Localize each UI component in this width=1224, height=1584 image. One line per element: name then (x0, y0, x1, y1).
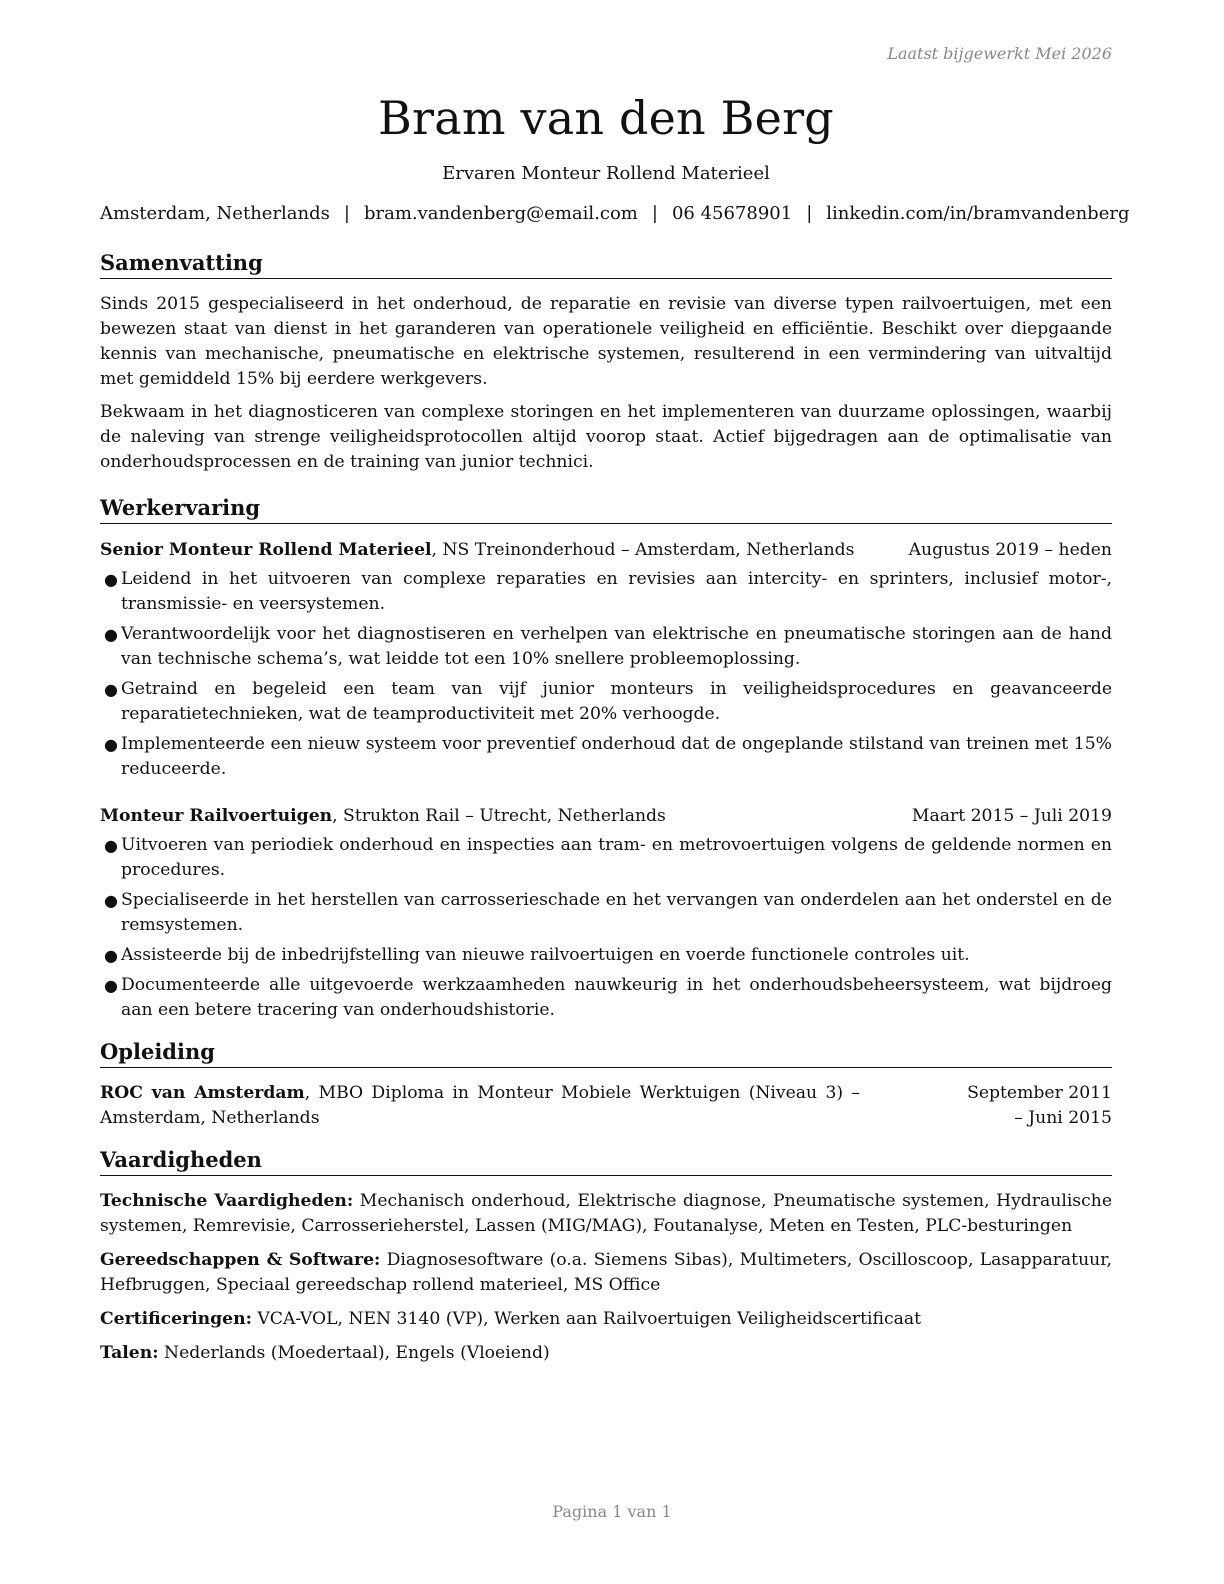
bullet-text: Leidend in het uitvoeren van complexe reparaties en revisies aan intercity- en sprinters, inclusief motor-, transmissie- en veersystemen. (121, 569, 1112, 614)
list-item (100, 943, 1112, 968)
section-heading-education: Opleiding (100, 1039, 1112, 1068)
skill-group-text: VCA-VOL, NEN 3140 (VP), Werken aan Railvoertuigen Veiligheidscertificaat (251, 1309, 922, 1329)
contact-location: Amsterdam, Netherlands (100, 203, 330, 224)
skill-group-label: Certificeringen: (100, 1309, 252, 1329)
skill-group (100, 1189, 1112, 1239)
skill-group (100, 1341, 1112, 1366)
job-role: Monteur Railvoertuigen (100, 806, 333, 826)
list-item (100, 888, 1112, 938)
contact-email[interactable]: bram.vandenberg@email.com (363, 203, 638, 224)
bullet-text: Documenteerde alle uitgevoerde werkzaamheden nauwkeurig in het onderhoudsbeheersysteem, wat bijdroeg aan een betere tracering van onderhoudshistorie. (121, 975, 1112, 1020)
job-role: Senior Monteur Rollend Materieel (100, 540, 432, 560)
bullet-icon: ● (104, 836, 118, 855)
section-heading-skills: Vaardigheden (100, 1147, 1112, 1176)
job-dates: Augustus 2019 – heden (908, 540, 1112, 560)
education-school: ROC van Amsterdam (100, 1083, 305, 1103)
bullet-icon: ● (104, 570, 118, 589)
contact-linkedin[interactable]: linkedin.com/in/bramvandenberg (826, 203, 1130, 224)
last-updated-note: Laatst bijgewerkt Mei 2026 (887, 44, 1112, 63)
skill-group-label: Talen: (100, 1343, 159, 1363)
job-header (100, 538, 1112, 563)
contact-separator: | (651, 203, 658, 224)
section-heading-experience: Werkervaring (100, 495, 1112, 524)
page-number: Pagina 1 van 1 (552, 1502, 672, 1521)
education-dates: September 2011 – Juni 2015 (967, 1083, 1112, 1128)
job-company: , NS Treinonderhoud – Amsterdam, Netherlands (431, 540, 855, 560)
education-entry (100, 1081, 1112, 1131)
candidate-name: Bram van den Berg (378, 91, 834, 145)
bullet-icon: ● (104, 735, 118, 754)
candidate-title: Ervaren Monteur Rollend Materieel (442, 163, 770, 184)
bullet-text: Specialiseerde in het herstellen van carrosserieschade en het vervangen van onderdelen aan het onderstel en de remsystemen. (121, 890, 1112, 935)
skill-group (100, 1248, 1112, 1298)
bullet-text: Getraind en begeleid een team van vijf junior monteurs in veiligheidsprocedures en geavanceerde reparatietechnieken, wat de teamproductiviteit met 20% verhoogde. (121, 679, 1112, 724)
list-item (100, 732, 1112, 782)
education-school-details (100, 1081, 860, 1131)
skill-group-label: Gereedschappen & Software: (100, 1250, 381, 1270)
contact-separator: | (806, 203, 813, 224)
skill-group (100, 1307, 1112, 1332)
summary-paragraph: Bekwaam in het diagnosticeren van complexe storingen en het implementeren van duurzame oplossingen, waarbij de naleving van strenge veiligheidsprotocollen altijd voorop staat. Actief bijgedragen aan de optimalisatie van onderhoudsprocessen en de training van junior technici. (100, 402, 1112, 472)
bullet-text: Assisteerde bij de inbedrijfstelling van nieuwe railvoertuigen en voerde functionele controles uit. (121, 945, 970, 965)
job-role-company (100, 538, 854, 563)
skill-group-text: Mechanisch onderhoud, Elektrische diagnose, Pneumatische systemen, Hydraulische systemen, Remrevisie, Carrosserieherstel, Lassen (MIG/MAG), Foutanalyse, Meten en Testen, PLC-besturingen (100, 1191, 1112, 1236)
skill-group-text: Diagnosesoftware (o.a. Siemens Sibas), Multimeters, Oscilloscoop, Lasapparatuur, Hefbruggen, Speciaal gereedschap rollend materieel, MS Office (100, 1250, 1113, 1295)
section-heading-summary: Samenvatting (100, 250, 1112, 279)
job-header (100, 804, 1112, 829)
job-bullets (100, 567, 1112, 782)
list-item (100, 833, 1112, 883)
list-item (100, 622, 1112, 672)
skill-group-text: Nederlands (Moedertaal), Engels (Vloeiend) (158, 1343, 550, 1363)
bullet-icon: ● (104, 891, 118, 910)
list-item (100, 567, 1112, 617)
bullet-icon: ● (104, 625, 118, 644)
contact-line (100, 202, 1130, 226)
bullet-text: Implementeerde een nieuw systeem voor preventief onderhoud dat de ongeplande stilstand van treinen met 15% reduceerde. (121, 734, 1112, 779)
bullet-icon: ● (104, 976, 118, 995)
bullet-text: Verantwoordelijk voor het diagnostiseren en verhelpen van elektrische en pneumatische storingen aan de hand van technische schema’s, wat leidde tot een 10% snellere probleemoplossing. (121, 624, 1112, 669)
education-details: , MBO Diploma in Monteur Mobiele Werktuigen (Niveau 3) – Amsterdam, Netherlands (100, 1083, 860, 1128)
job-bullets (100, 833, 1112, 1023)
bullet-icon: ● (104, 680, 118, 699)
bullet-text: Uitvoeren van periodiek onderhoud en inspecties aan tram- en metrovoertuigen volgens de geldende normen en procedures. (121, 835, 1112, 880)
job-company: , Strukton Rail – Utrecht, Netherlands (332, 806, 666, 826)
list-item (100, 973, 1112, 1023)
job-role-company (100, 804, 666, 829)
job-dates: Maart 2015 – Juli 2019 (911, 806, 1112, 826)
contact-phone[interactable]: 06 45678901 (671, 203, 793, 224)
list-item (100, 677, 1112, 727)
contact-separator: | (343, 203, 350, 224)
summary-paragraph: Sinds 2015 gespecialiseerd in het onderhoud, de reparatie en revisie van diverse typen railvoertuigen, met een bewezen staat van dienst in het garanderen van operationele veiligheid en efficiëntie. Beschikt over diepgaande kennis van mechanische, pneumatische en elektrische systemen, resulterend in een vermindering van uitvaltijd met gemiddeld 15% bij eerdere werkgevers. (100, 294, 1112, 389)
skill-group-label: Technische Vaardigheden: (100, 1191, 354, 1211)
bullet-icon: ● (104, 946, 118, 965)
